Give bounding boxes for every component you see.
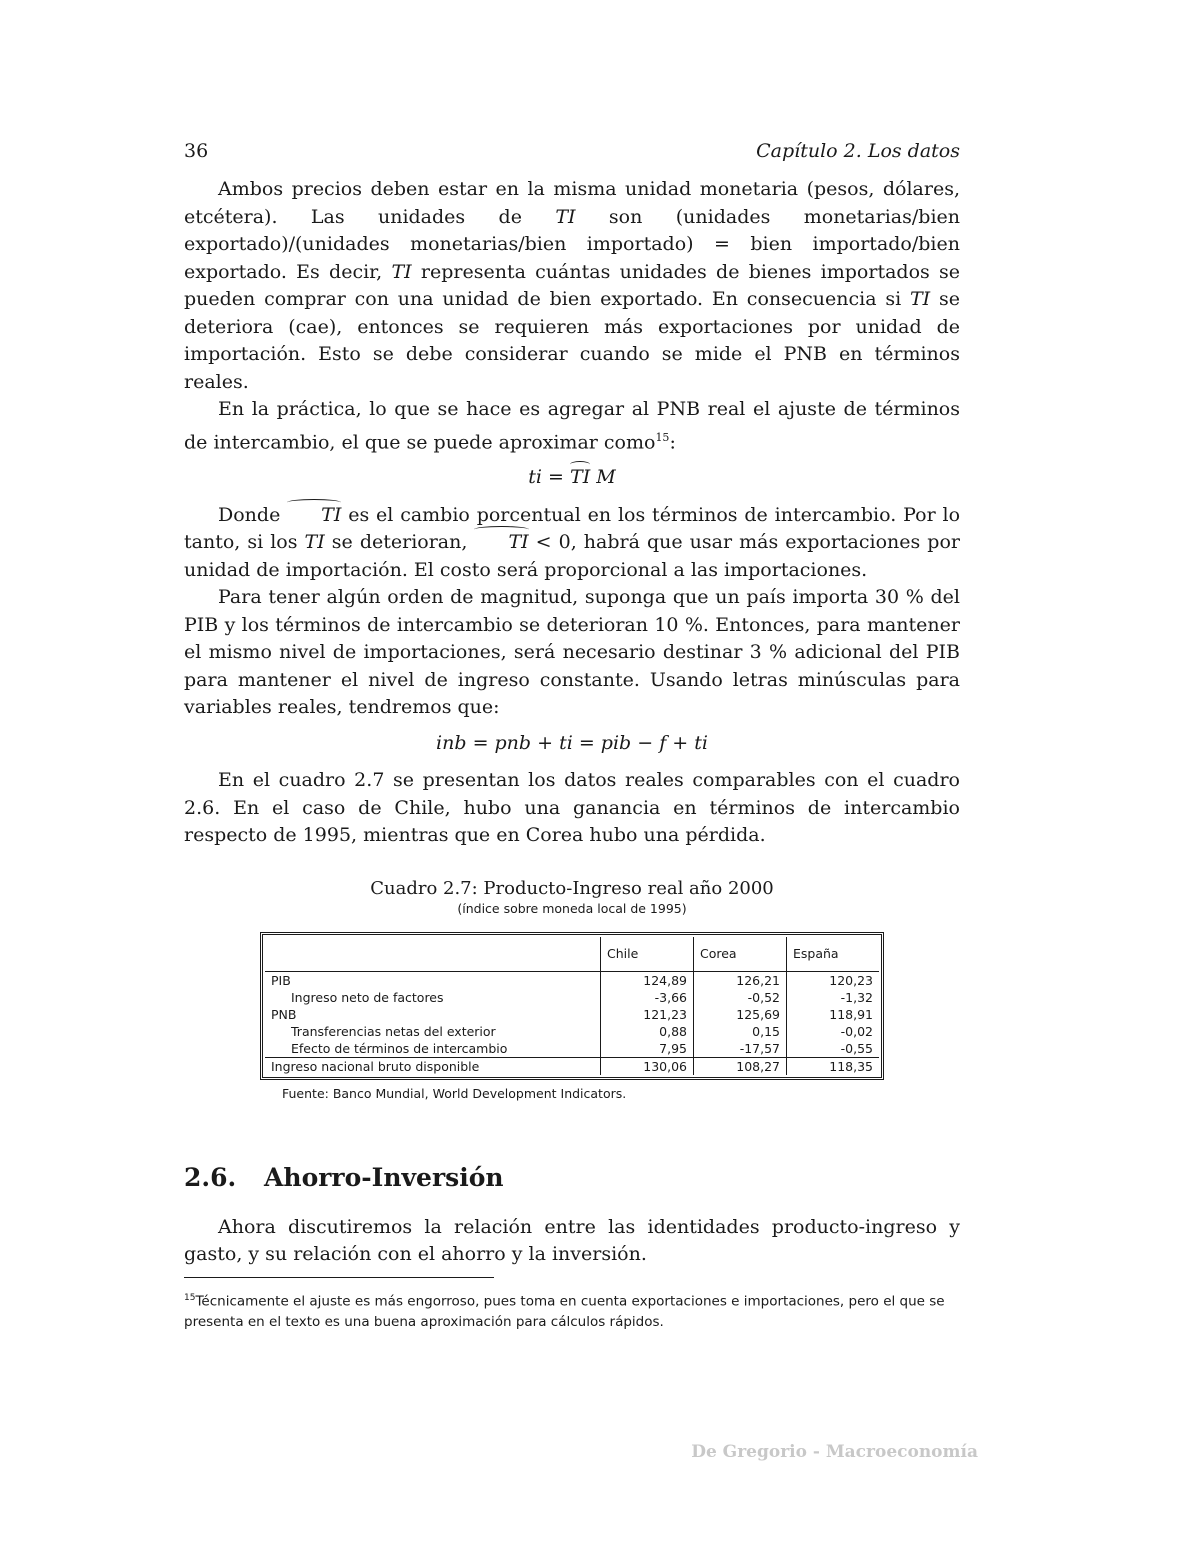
data-table-frame [260, 932, 884, 1080]
table-cell: 108,27 [694, 1057, 787, 1075]
table-subcaption: (índice sobre moneda local de 1995) [457, 900, 687, 916]
section-number: 2.6. [184, 1162, 237, 1192]
table-row [265, 971, 879, 989]
table-cell: 0,15 [694, 1023, 787, 1040]
table-cell: -0,52 [694, 989, 787, 1006]
table-cell: 130,06 [601, 1057, 694, 1075]
document-page [184, 140, 960, 1333]
table-cell: 126,21 [694, 971, 787, 989]
data-table [265, 937, 879, 1075]
paragraph-3: Donde TI es el cambio porcentual en los términos de intercambio. Por lo tanto, si los TI se deterioran, TI < 0, habrá que usar más exportaciones por unidad de importación. El costo será proporcional a las importaciones. [184, 503, 961, 581]
paragraph-2: En la práctica, lo que se hace es agregar al PNB real el ajuste de términos de intercambio, el que se puede aproximar como$^{15}$: [184, 398, 960, 453]
footnote-mark: 15 [184, 1292, 196, 1303]
row-label: Transferencias netas del exterior [291, 1023, 496, 1039]
page-header [184, 140, 960, 176]
table-cell: 0,88 [601, 1023, 694, 1040]
equation-ti: ti = TI M [184, 464, 960, 492]
watermark: De Gregorio - Macroeconomía [691, 1442, 978, 1462]
paragraph-5: En el cuadro 2.7 se presentan los datos reales comparables con el cuadro 2.6. En el caso de Chile, hubo una ganancia en términos de intercambio respecto de 1995, mientras que en Corea hubo una pérdida. [184, 769, 960, 847]
chapter-title: Capítulo 2. Los datos [756, 140, 960, 162]
row-label: Ingreso nacional bruto disponible [265, 1057, 601, 1075]
table-row [265, 1023, 879, 1040]
body-text [184, 176, 960, 850]
table-row [265, 989, 879, 1006]
table-row [265, 1057, 879, 1075]
table-cell: -3,66 [601, 989, 694, 1006]
row-label: PIB [271, 972, 291, 988]
table-cell: 118,91 [787, 1006, 880, 1023]
table-cell: 121,23 [601, 1006, 694, 1023]
footnote-ref: 15 [655, 430, 670, 444]
footnote-text: Técnicamente el ajuste es más engorroso, pues toma en cuenta exportaciones e importaciones, pero el que se presenta en el texto es una buena aproximación para cálculos rápidos. [184, 1293, 945, 1331]
table-cell: 118,35 [787, 1057, 880, 1075]
column-header [265, 937, 601, 972]
section-title: Ahorro-Inversión [264, 1162, 504, 1192]
table-cell: -17,57 [694, 1040, 787, 1058]
footnote-rule [184, 1277, 494, 1278]
table-cell: 120,23 [787, 971, 880, 989]
section-body [184, 1214, 960, 1269]
row-label: Ingreso neto de factores [291, 989, 444, 1005]
column-header: España [787, 937, 880, 972]
table-cell: 125,69 [694, 1006, 787, 1023]
section-heading [184, 1163, 960, 1192]
paragraph-4: Para tener algún orden de magnitud, suponga que un país importa 30 % del PIB y los términos de intercambio se deterioran 10 %. Entonces, para mantener el mismo nivel de importaciones, será necesario destinar 3 % adicional del PIB para mantener el nivel de ingreso constante. Usando letras minúsculas para variables reales, tendremos que: [184, 586, 960, 719]
table-cell: 124,89 [601, 971, 694, 989]
table-row [265, 1040, 879, 1058]
table-cell: 7,95 [601, 1040, 694, 1058]
table-cell: -0,55 [787, 1040, 880, 1058]
table-row [265, 1006, 879, 1023]
table-cell: -0,02 [787, 1023, 880, 1040]
table-cell: -1,32 [787, 989, 880, 1006]
row-label: PNB [271, 1006, 297, 1022]
column-header: Chile [601, 937, 694, 972]
table-source: Fuente: Banco Mundial, World Development Indicators. [282, 1085, 627, 1101]
paragraph-1: Ambos precios deben estar en la misma unidad monetaria (pesos, dólares, etcétera). Las unidades de TI son (unidades monetarias/bien exportado)/(unidades monetarias/bien importado) = bien importado/bien exportado. Es decir, TI representa cuántas unidades de bienes importados se pueden comprar con una unidad de bien exportado. En consecuencia si TI se deteriora (cae), entonces se requieren más exportaciones por unidad de importación. Esto se debe considerar cuando se mide el PNB en términos reales. [184, 178, 961, 393]
table-caption: Cuadro 2.7: Producto-Ingreso real año 2000 [370, 877, 774, 899]
row-label: Efecto de términos de intercambio [291, 1040, 508, 1056]
equation-inb: inb = pnb + ti = pib − f + ti [436, 731, 708, 754]
table-header-row [265, 937, 879, 972]
column-header: Corea [694, 937, 787, 972]
section-paragraph: Ahora discutiremos la relación entre las identidades producto-ingreso y gasto, y su relación con el ahorro y la inversión. [184, 1215, 960, 1266]
page-number: 36 [184, 140, 209, 162]
footnote [184, 1288, 960, 1334]
